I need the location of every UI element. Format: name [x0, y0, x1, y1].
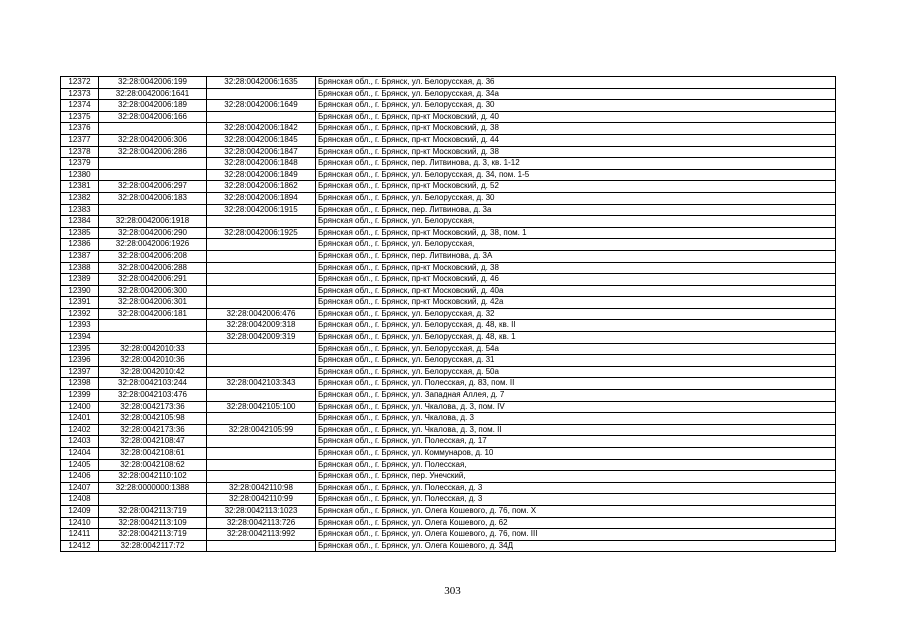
- address-cell: Брянская обл., г. Брянск, ул. Полесская, д. 3: [316, 494, 836, 506]
- object-cadastral-number-cell: [207, 239, 316, 251]
- row-number-cell: 12388: [61, 262, 99, 274]
- cadastral-number-cell: 32:28:0042173:36: [99, 401, 207, 413]
- row-number-cell: 12382: [61, 192, 99, 204]
- table-row: [61, 494, 836, 506]
- object-cadastral-number-cell: 32:28:0042105:99: [207, 424, 316, 436]
- address-cell: Брянская обл., г. Брянск, ул. Чкалова, д. 3, пом. II: [316, 424, 836, 436]
- address-cell: Брянская обл., г. Брянск, ул. Белорусская, д. 30: [316, 100, 836, 112]
- cadastral-number-cell: 32:28:0042006:306: [99, 134, 207, 146]
- row-number-cell: 12389: [61, 274, 99, 286]
- cadastral-number-cell: [99, 158, 207, 170]
- row-number-cell: 12407: [61, 482, 99, 494]
- object-cadastral-number-cell: 32:28:0042006:1842: [207, 123, 316, 135]
- table-row: [61, 517, 836, 529]
- address-cell: Брянская обл., г. Брянск, ул. Полесская,: [316, 459, 836, 471]
- address-cell: Брянская обл., г. Брянск, ул. Белорусская, д. 54а: [316, 343, 836, 355]
- address-cell: Брянская обл., г. Брянск, ул. Олега Кошевого, д. 34Д: [316, 540, 836, 552]
- table-row: [61, 181, 836, 193]
- address-cell: Брянская обл., г. Брянск, пр-кт Московский, д. 52: [316, 181, 836, 193]
- table-row: [61, 100, 836, 112]
- object-cadastral-number-cell: [207, 250, 316, 262]
- row-number-cell: 12374: [61, 100, 99, 112]
- row-number-cell: 12394: [61, 332, 99, 344]
- table-row: [61, 540, 836, 552]
- object-cadastral-number-cell: [207, 274, 316, 286]
- object-cadastral-number-cell: 32:28:0042110:98: [207, 482, 316, 494]
- address-cell: Брянская обл., г. Брянск, пер. Литвинова, д. 3, кв. 1-12: [316, 158, 836, 170]
- object-cadastral-number-cell: [207, 436, 316, 448]
- row-number-cell: 12402: [61, 424, 99, 436]
- address-cell: Брянская обл., г. Брянск, ул. Белорусская, д. 30: [316, 192, 836, 204]
- cadastral-number-cell: 32:28:0042117:72: [99, 540, 207, 552]
- table-row: [61, 88, 836, 100]
- object-cadastral-number-cell: 32:28:0042113:1023: [207, 505, 316, 517]
- object-cadastral-number-cell: [207, 343, 316, 355]
- object-cadastral-number-cell: 32:28:0042009:318: [207, 320, 316, 332]
- table-row: [61, 146, 836, 158]
- object-cadastral-number-cell: [207, 111, 316, 123]
- table-row: [61, 401, 836, 413]
- address-cell: Брянская обл., г. Брянск, пр-кт Московский, д. 38: [316, 123, 836, 135]
- row-number-cell: 12408: [61, 494, 99, 506]
- row-number-cell: 12383: [61, 204, 99, 216]
- table-row: [61, 413, 836, 425]
- address-cell: Брянская обл., г. Брянск, ул. Белорусская, д. 36: [316, 77, 836, 89]
- row-number-cell: 12390: [61, 285, 99, 297]
- address-cell: Брянская обл., г. Брянск, ул. Белорусская, д. 31: [316, 355, 836, 367]
- address-cell: Брянская обл., г. Брянск, пр-кт Московский, д. 44: [316, 134, 836, 146]
- object-cadastral-number-cell: 32:28:0042113:992: [207, 529, 316, 541]
- object-cadastral-number-cell: 32:28:0042006:1894: [207, 192, 316, 204]
- row-number-cell: 12384: [61, 216, 99, 228]
- row-number-cell: 12379: [61, 158, 99, 170]
- address-cell: Брянская обл., г. Брянск, пр-кт Московский, д. 40а: [316, 285, 836, 297]
- table-row: [61, 227, 836, 239]
- cadastral-number-cell: 32:28:0042006:181: [99, 308, 207, 320]
- row-number-cell: 12380: [61, 169, 99, 181]
- table-row: [61, 505, 836, 517]
- address-cell: Брянская обл., г. Брянск, ул. Западная Аллея, д. 7: [316, 390, 836, 402]
- object-cadastral-number-cell: 32:28:0042006:476: [207, 308, 316, 320]
- cadastral-number-cell: 32:28:0042006:288: [99, 262, 207, 274]
- address-cell: Брянская обл., г. Брянск, пр-кт Московский, д. 38: [316, 146, 836, 158]
- address-cell: Брянская обл., г. Брянск, ул. Полесская, д. 3: [316, 482, 836, 494]
- object-cadastral-number-cell: 32:28:0042006:1635: [207, 77, 316, 89]
- cadastral-number-cell: 32:28:0042113:719: [99, 529, 207, 541]
- cadastral-number-cell: 32:28:0042103:244: [99, 378, 207, 390]
- cadastral-number-cell: [99, 332, 207, 344]
- table-row: [61, 320, 836, 332]
- cadastral-number-cell: 32:28:0042006:199: [99, 77, 207, 89]
- cadastral-number-cell: 32:28:0042105:98: [99, 413, 207, 425]
- row-number-cell: 12398: [61, 378, 99, 390]
- address-cell: Брянская обл., г. Брянск, ул. Белорусская,: [316, 216, 836, 228]
- row-number-cell: 12386: [61, 239, 99, 251]
- row-number-cell: 12409: [61, 505, 99, 517]
- object-cadastral-number-cell: 32:28:0042006:1649: [207, 100, 316, 112]
- cadastral-number-cell: [99, 204, 207, 216]
- address-cell: Брянская обл., г. Брянск, пр-кт Московский, д. 38, пом. 1: [316, 227, 836, 239]
- object-cadastral-number-cell: [207, 88, 316, 100]
- address-cell: Брянская обл., г. Брянск, ул. Белорусская, д. 32: [316, 308, 836, 320]
- address-cell: Брянская обл., г. Брянск, ул. Чкалова, д. 3, пом. IV: [316, 401, 836, 413]
- row-number-cell: 12392: [61, 308, 99, 320]
- object-cadastral-number-cell: [207, 390, 316, 402]
- address-cell: Брянская обл., г. Брянск, ул. Полесская, д. 17: [316, 436, 836, 448]
- row-number-cell: 12377: [61, 134, 99, 146]
- object-cadastral-number-cell: [207, 448, 316, 460]
- table-row: [61, 274, 836, 286]
- address-cell: Брянская обл., г. Брянск, пр-кт Московский, д. 42а: [316, 297, 836, 309]
- cadastral-number-cell: 32:28:0042006:183: [99, 192, 207, 204]
- object-cadastral-number-cell: 32:28:0042006:1847: [207, 146, 316, 158]
- table-row: [61, 111, 836, 123]
- table-row: [61, 297, 836, 309]
- row-number-cell: 12396: [61, 355, 99, 367]
- cadastral-number-cell: 32:28:0042113:109: [99, 517, 207, 529]
- row-number-cell: 12403: [61, 436, 99, 448]
- cadastral-number-cell: [99, 494, 207, 506]
- row-number-cell: 12410: [61, 517, 99, 529]
- object-cadastral-number-cell: [207, 297, 316, 309]
- address-cell: Брянская обл., г. Брянск, пер. Литвинова, д. 3А: [316, 250, 836, 262]
- row-number-cell: 12373: [61, 88, 99, 100]
- object-cadastral-number-cell: 32:28:0042006:1849: [207, 169, 316, 181]
- object-cadastral-number-cell: 32:28:0042006:1845: [207, 134, 316, 146]
- object-cadastral-number-cell: 32:28:0042006:1848: [207, 158, 316, 170]
- table-row: [61, 158, 836, 170]
- address-cell: Брянская обл., г. Брянск, ул. Белорусская, д. 34, пом. 1-5: [316, 169, 836, 181]
- address-cell: Брянская обл., г. Брянск, ул. Белорусская, д. 48, кв. II: [316, 320, 836, 332]
- table-row: [61, 169, 836, 181]
- address-cell: Брянская обл., г. Брянск, пр-кт Московский, д. 46: [316, 274, 836, 286]
- table-row: [61, 459, 836, 471]
- table-row: [61, 424, 836, 436]
- table-row: [61, 471, 836, 483]
- address-cell: Брянская обл., г. Брянск, ул. Белорусская, д. 34а: [316, 88, 836, 100]
- row-number-cell: 12400: [61, 401, 99, 413]
- cadastral-number-cell: [99, 320, 207, 332]
- address-cell: Брянская обл., г. Брянск, ул. Олега Кошевого, д. 62: [316, 517, 836, 529]
- address-cell: Брянская обл., г. Брянск, пер. Унечский,: [316, 471, 836, 483]
- cadastral-number-cell: 32:28:0042108:61: [99, 448, 207, 460]
- table-row: [61, 285, 836, 297]
- table-row: [61, 123, 836, 135]
- cadastral-number-cell: 32:28:0042110:102: [99, 471, 207, 483]
- address-cell: Брянская обл., г. Брянск, ул. Олега Кошевого, д. 76, пом. X: [316, 505, 836, 517]
- cadastral-number-cell: 32:28:0042173:36: [99, 424, 207, 436]
- row-number-cell: 12411: [61, 529, 99, 541]
- object-cadastral-number-cell: [207, 471, 316, 483]
- row-number-cell: 12381: [61, 181, 99, 193]
- cadastral-number-cell: 32:28:0042006:301: [99, 297, 207, 309]
- row-number-cell: 12404: [61, 448, 99, 460]
- row-number-cell: 12372: [61, 77, 99, 89]
- address-cell: Брянская обл., г. Брянск, пр-кт Московский, д. 38: [316, 262, 836, 274]
- object-cadastral-number-cell: [207, 355, 316, 367]
- cadastral-number-cell: 32:28:0042006:208: [99, 250, 207, 262]
- cadastral-number-cell: [99, 123, 207, 135]
- object-cadastral-number-cell: 32:28:0042110:99: [207, 494, 316, 506]
- table-row: [61, 308, 836, 320]
- table-row: [61, 77, 836, 89]
- table-row: [61, 216, 836, 228]
- row-number-cell: 12412: [61, 540, 99, 552]
- row-number-cell: 12391: [61, 297, 99, 309]
- address-cell: Брянская обл., г. Брянск, ул. Коммунаров, д. 10: [316, 448, 836, 460]
- cadastral-number-cell: 32:28:0042006:286: [99, 146, 207, 158]
- cadastral-number-cell: 32:28:0042108:47: [99, 436, 207, 448]
- address-cell: Брянская обл., г. Брянск, ул. Белорусская, д. 48, кв. 1: [316, 332, 836, 344]
- object-cadastral-number-cell: 32:28:0042006:1862: [207, 181, 316, 193]
- cadastral-number-cell: 32:28:0042006:1926: [99, 239, 207, 251]
- row-number-cell: 12406: [61, 471, 99, 483]
- cadastral-number-cell: [99, 169, 207, 181]
- object-cadastral-number-cell: [207, 540, 316, 552]
- row-number-cell: 12385: [61, 227, 99, 239]
- table-row: [61, 482, 836, 494]
- row-number-cell: 12375: [61, 111, 99, 123]
- address-cell: Брянская обл., г. Брянск, ул. Полесская, д. 83, пом. II: [316, 378, 836, 390]
- object-cadastral-number-cell: 32:28:0042113:726: [207, 517, 316, 529]
- page-number: 303: [444, 585, 461, 597]
- table-row: [61, 250, 836, 262]
- table-row: [61, 436, 836, 448]
- cadastral-number-cell: 32:28:0042006:166: [99, 111, 207, 123]
- address-cell: Брянская обл., г. Брянск, пр-кт Московский, д. 40: [316, 111, 836, 123]
- address-cell: Брянская обл., г. Брянск, ул. Белорусская,: [316, 239, 836, 251]
- cadastral-number-cell: 32:28:0042010:42: [99, 366, 207, 378]
- table-body: [61, 77, 836, 552]
- cadastral-number-cell: 32:28:0042113:719: [99, 505, 207, 517]
- cadastral-number-cell: 32:28:0042010:33: [99, 343, 207, 355]
- address-cell: Брянская обл., г. Брянск, ул. Олега Кошевого, д. 76, пом. III: [316, 529, 836, 541]
- object-cadastral-number-cell: [207, 413, 316, 425]
- table-row: [61, 204, 836, 216]
- table-row: [61, 378, 836, 390]
- table-row: [61, 134, 836, 146]
- row-number-cell: 12393: [61, 320, 99, 332]
- row-number-cell: 12378: [61, 146, 99, 158]
- cadastral-number-cell: 32:28:0042006:297: [99, 181, 207, 193]
- table-row: [61, 390, 836, 402]
- row-number-cell: 12397: [61, 366, 99, 378]
- cadastral-table: [60, 76, 836, 552]
- object-cadastral-number-cell: 32:28:0042009:319: [207, 332, 316, 344]
- cadastral-number-cell: 32:28:0042108:62: [99, 459, 207, 471]
- row-number-cell: 12399: [61, 390, 99, 402]
- object-cadastral-number-cell: [207, 262, 316, 274]
- object-cadastral-number-cell: [207, 285, 316, 297]
- row-number-cell: 12401: [61, 413, 99, 425]
- table-row: [61, 332, 836, 344]
- row-number-cell: 12405: [61, 459, 99, 471]
- table-row: [61, 239, 836, 251]
- cadastral-number-cell: 32:28:0042006:189: [99, 100, 207, 112]
- cadastral-number-cell: 32:28:0000000:1388: [99, 482, 207, 494]
- cadastral-number-cell: 32:28:0042006:290: [99, 227, 207, 239]
- object-cadastral-number-cell: 32:28:0042105:100: [207, 401, 316, 413]
- table-row: [61, 355, 836, 367]
- cadastral-number-cell: 32:28:0042103:476: [99, 390, 207, 402]
- cadastral-number-cell: 32:28:0042006:291: [99, 274, 207, 286]
- table-row: [61, 529, 836, 541]
- row-number-cell: 12387: [61, 250, 99, 262]
- address-cell: Брянская обл., г. Брянск, ул. Чкалова, д. 3: [316, 413, 836, 425]
- table-row: [61, 448, 836, 460]
- table-row: [61, 192, 836, 204]
- object-cadastral-number-cell: [207, 459, 316, 471]
- cadastral-number-cell: 32:28:0042006:300: [99, 285, 207, 297]
- object-cadastral-number-cell: [207, 216, 316, 228]
- address-cell: Брянская обл., г. Брянск, ул. Белорусская, д. 50а: [316, 366, 836, 378]
- row-number-cell: 12376: [61, 123, 99, 135]
- cadastral-number-cell: 32:28:0042006:1918: [99, 216, 207, 228]
- row-number-cell: 12395: [61, 343, 99, 355]
- cadastral-number-cell: 32:28:0042006:1641: [99, 88, 207, 100]
- object-cadastral-number-cell: 32:28:0042006:1915: [207, 204, 316, 216]
- address-cell: Брянская обл., г. Брянск, пер. Литвинова, д. 3а: [316, 204, 836, 216]
- object-cadastral-number-cell: [207, 366, 316, 378]
- object-cadastral-number-cell: 32:28:0042006:1925: [207, 227, 316, 239]
- object-cadastral-number-cell: 32:28:0042103:343: [207, 378, 316, 390]
- table-row: [61, 262, 836, 274]
- table-row: [61, 366, 836, 378]
- cadastral-number-cell: 32:28:0042010:36: [99, 355, 207, 367]
- table-row: [61, 343, 836, 355]
